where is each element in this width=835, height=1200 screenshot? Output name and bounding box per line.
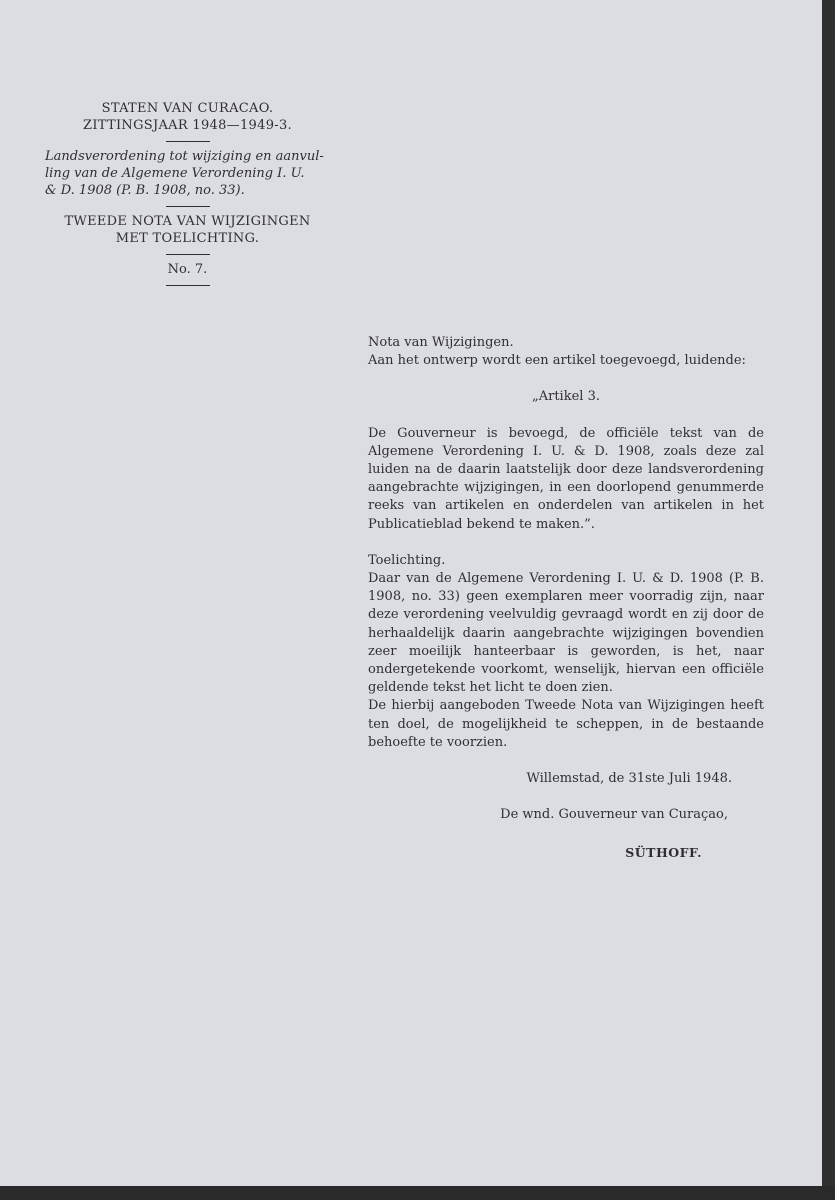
header-line-1: STATEN VAN CURACAO. xyxy=(101,101,274,116)
divider xyxy=(166,206,210,207)
article-text: De Gouverneur is bevoegd, de officiële tekst van de Algemene Verordening I. U. & D. 1908, zoals deze zal luiden na de daarin laatstelijk door deze landsverordening aangebrachte wijzigingen, in een doorlopend genummerde reeks van artikelen en onderdelen van artikelen in het Publicatieblad bekend te maken.”. xyxy=(368,425,764,532)
body-text xyxy=(368,334,764,863)
subject-line: & D. 1908 (P. B. 1908, no. 33). xyxy=(45,183,245,198)
document-number: No. 7. xyxy=(167,262,208,277)
nota-heading: Nota van Wijzigingen. xyxy=(368,335,514,350)
toelichting-paragraph-2: De hierbij aangeboden Tweede Nota van Wijzigingen heeft ten doel, de mogelijkheid te scheppen, in de bestaande behoefte te voorzien. xyxy=(368,698,764,750)
article-title: „Artikel 3. xyxy=(532,389,600,405)
header-block xyxy=(40,100,335,292)
nota-intro: Aan het ontwerp wordt een artikel toegevoegd, luidende: xyxy=(368,353,746,369)
subject-line: ling van de Algemene Verordening I. U. xyxy=(45,166,305,181)
signature-role: De wnd. Gouverneur van Curaçao, xyxy=(500,807,728,823)
signature-name: SÜTHOFF. xyxy=(625,845,702,861)
scan-edge-bottom xyxy=(0,1186,835,1200)
doc-type-line-2: MET TOELICHTING. xyxy=(115,231,260,246)
toelichting-paragraph-1: Daar van de Algemene Verordening I. U. & D. 1908 (P. B. 1908, no. 33) geen exemplaren meer voorradig zijn, naar deze verordening veelvuldig gevraagd wordt en zij door de herhaaldelijk daarin aangebrachte wijzigingen bovendien zeer moeilijk hanteerbaar is geworden, is het, naar ondergetekende voorkomt, wenselijk, hiervan een officiële geldende tekst het licht te doen zien. xyxy=(368,571,764,696)
signature-place-date: Willemstad, de 31ste Juli 1948. xyxy=(526,771,732,787)
subject-line: Landsverordening tot wijziging en aanvul- xyxy=(45,149,324,164)
scan-edge-right xyxy=(822,0,835,1200)
subject-title xyxy=(40,148,335,199)
divider xyxy=(166,254,210,255)
toelichting-heading: Toelichting. xyxy=(368,552,446,568)
divider xyxy=(166,141,210,142)
divider xyxy=(166,285,210,286)
header-line-2: ZITTINGSJAAR 1948—1949-3. xyxy=(83,118,292,133)
doc-type-line-1: TWEEDE NOTA VAN WIJZIGINGEN xyxy=(64,214,311,229)
